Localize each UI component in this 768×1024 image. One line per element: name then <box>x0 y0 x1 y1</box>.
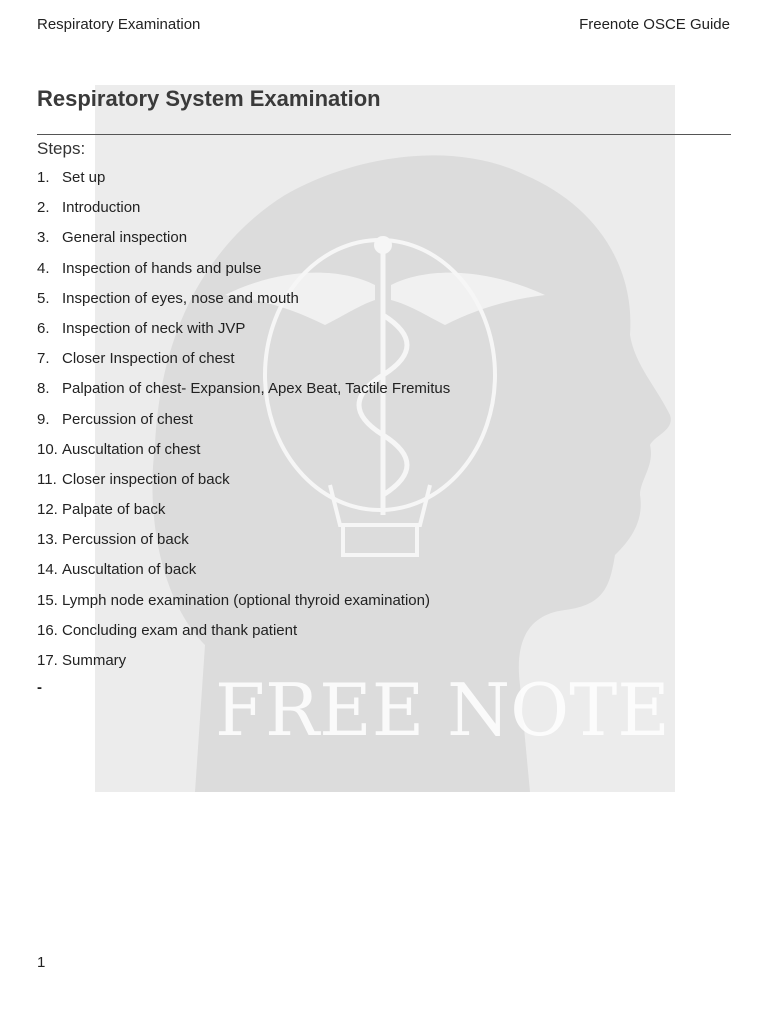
step-number: 2. <box>37 199 50 217</box>
step-item <box>37 500 450 530</box>
step-text: Introduction <box>62 199 141 217</box>
step-text: Auscultation of back <box>62 561 197 579</box>
step-text: Summary <box>62 652 127 669</box>
step-text: General inspection <box>62 229 188 247</box>
trailing-dash: - <box>37 679 42 696</box>
step-number: 7. <box>37 350 50 368</box>
step-item <box>37 530 450 560</box>
step-number: 16. <box>37 621 58 639</box>
step-number: 3. <box>37 229 50 247</box>
step-text: Palpate of back <box>62 501 166 519</box>
step-number: 9. <box>37 410 50 428</box>
step-number: 17. <box>37 652 58 669</box>
step-text: Closer Inspection of chest <box>62 350 235 368</box>
step-number: 12. <box>37 501 58 519</box>
step-item <box>37 621 450 651</box>
step-number: 13. <box>37 531 58 549</box>
step-number: 4. <box>37 259 50 277</box>
step-text: Percussion of chest <box>62 410 193 428</box>
step-item <box>37 349 450 379</box>
step-number: 1. <box>37 169 50 186</box>
page-title: Respiratory System Examination <box>37 86 381 111</box>
step-item <box>37 379 450 409</box>
page-number: 1 <box>37 954 46 971</box>
step-number: 8. <box>37 380 50 398</box>
step-text: Set up <box>62 169 106 186</box>
step-item <box>37 319 450 349</box>
step-number: 10. <box>37 440 58 458</box>
step-text: Palpation of chest- Expansion, Apex Beat, Tactile Fremitus <box>62 380 451 398</box>
step-number: 5. <box>37 289 50 307</box>
step-text: Lymph node examination (optional thyroid examination) <box>62 591 430 609</box>
steps-list <box>37 168 450 681</box>
step-item <box>37 560 450 590</box>
step-item <box>37 228 450 258</box>
steps-heading: Steps: <box>37 139 86 158</box>
step-number: 14. <box>37 561 58 579</box>
step-number: 15. <box>37 591 58 609</box>
header-left-title: Respiratory Examination <box>37 16 201 33</box>
step-item <box>37 651 450 681</box>
step-item <box>37 470 450 500</box>
step-item <box>37 168 450 198</box>
step-text: Percussion of back <box>62 531 189 549</box>
step-item <box>37 198 450 228</box>
watermark-text: FREE NOTE <box>215 668 670 752</box>
step-text: Inspection of neck with JVP <box>62 319 246 337</box>
step-text: Auscultation of chest <box>62 440 201 458</box>
step-number: 11. <box>37 470 57 488</box>
step-item <box>37 410 450 440</box>
step-item <box>37 591 450 621</box>
step-text: Inspection of eyes, nose and mouth <box>62 289 299 307</box>
step-item <box>37 289 450 319</box>
step-number: 6. <box>37 319 50 337</box>
step-item <box>37 440 450 470</box>
step-item <box>37 259 450 289</box>
step-text: Closer inspection of back <box>62 470 230 488</box>
step-text: Inspection of hands and pulse <box>62 259 262 277</box>
header-right-title: Freenote OSCE Guide <box>579 16 730 33</box>
title-divider <box>37 134 731 135</box>
step-text: Concluding exam and thank patient <box>62 621 298 639</box>
